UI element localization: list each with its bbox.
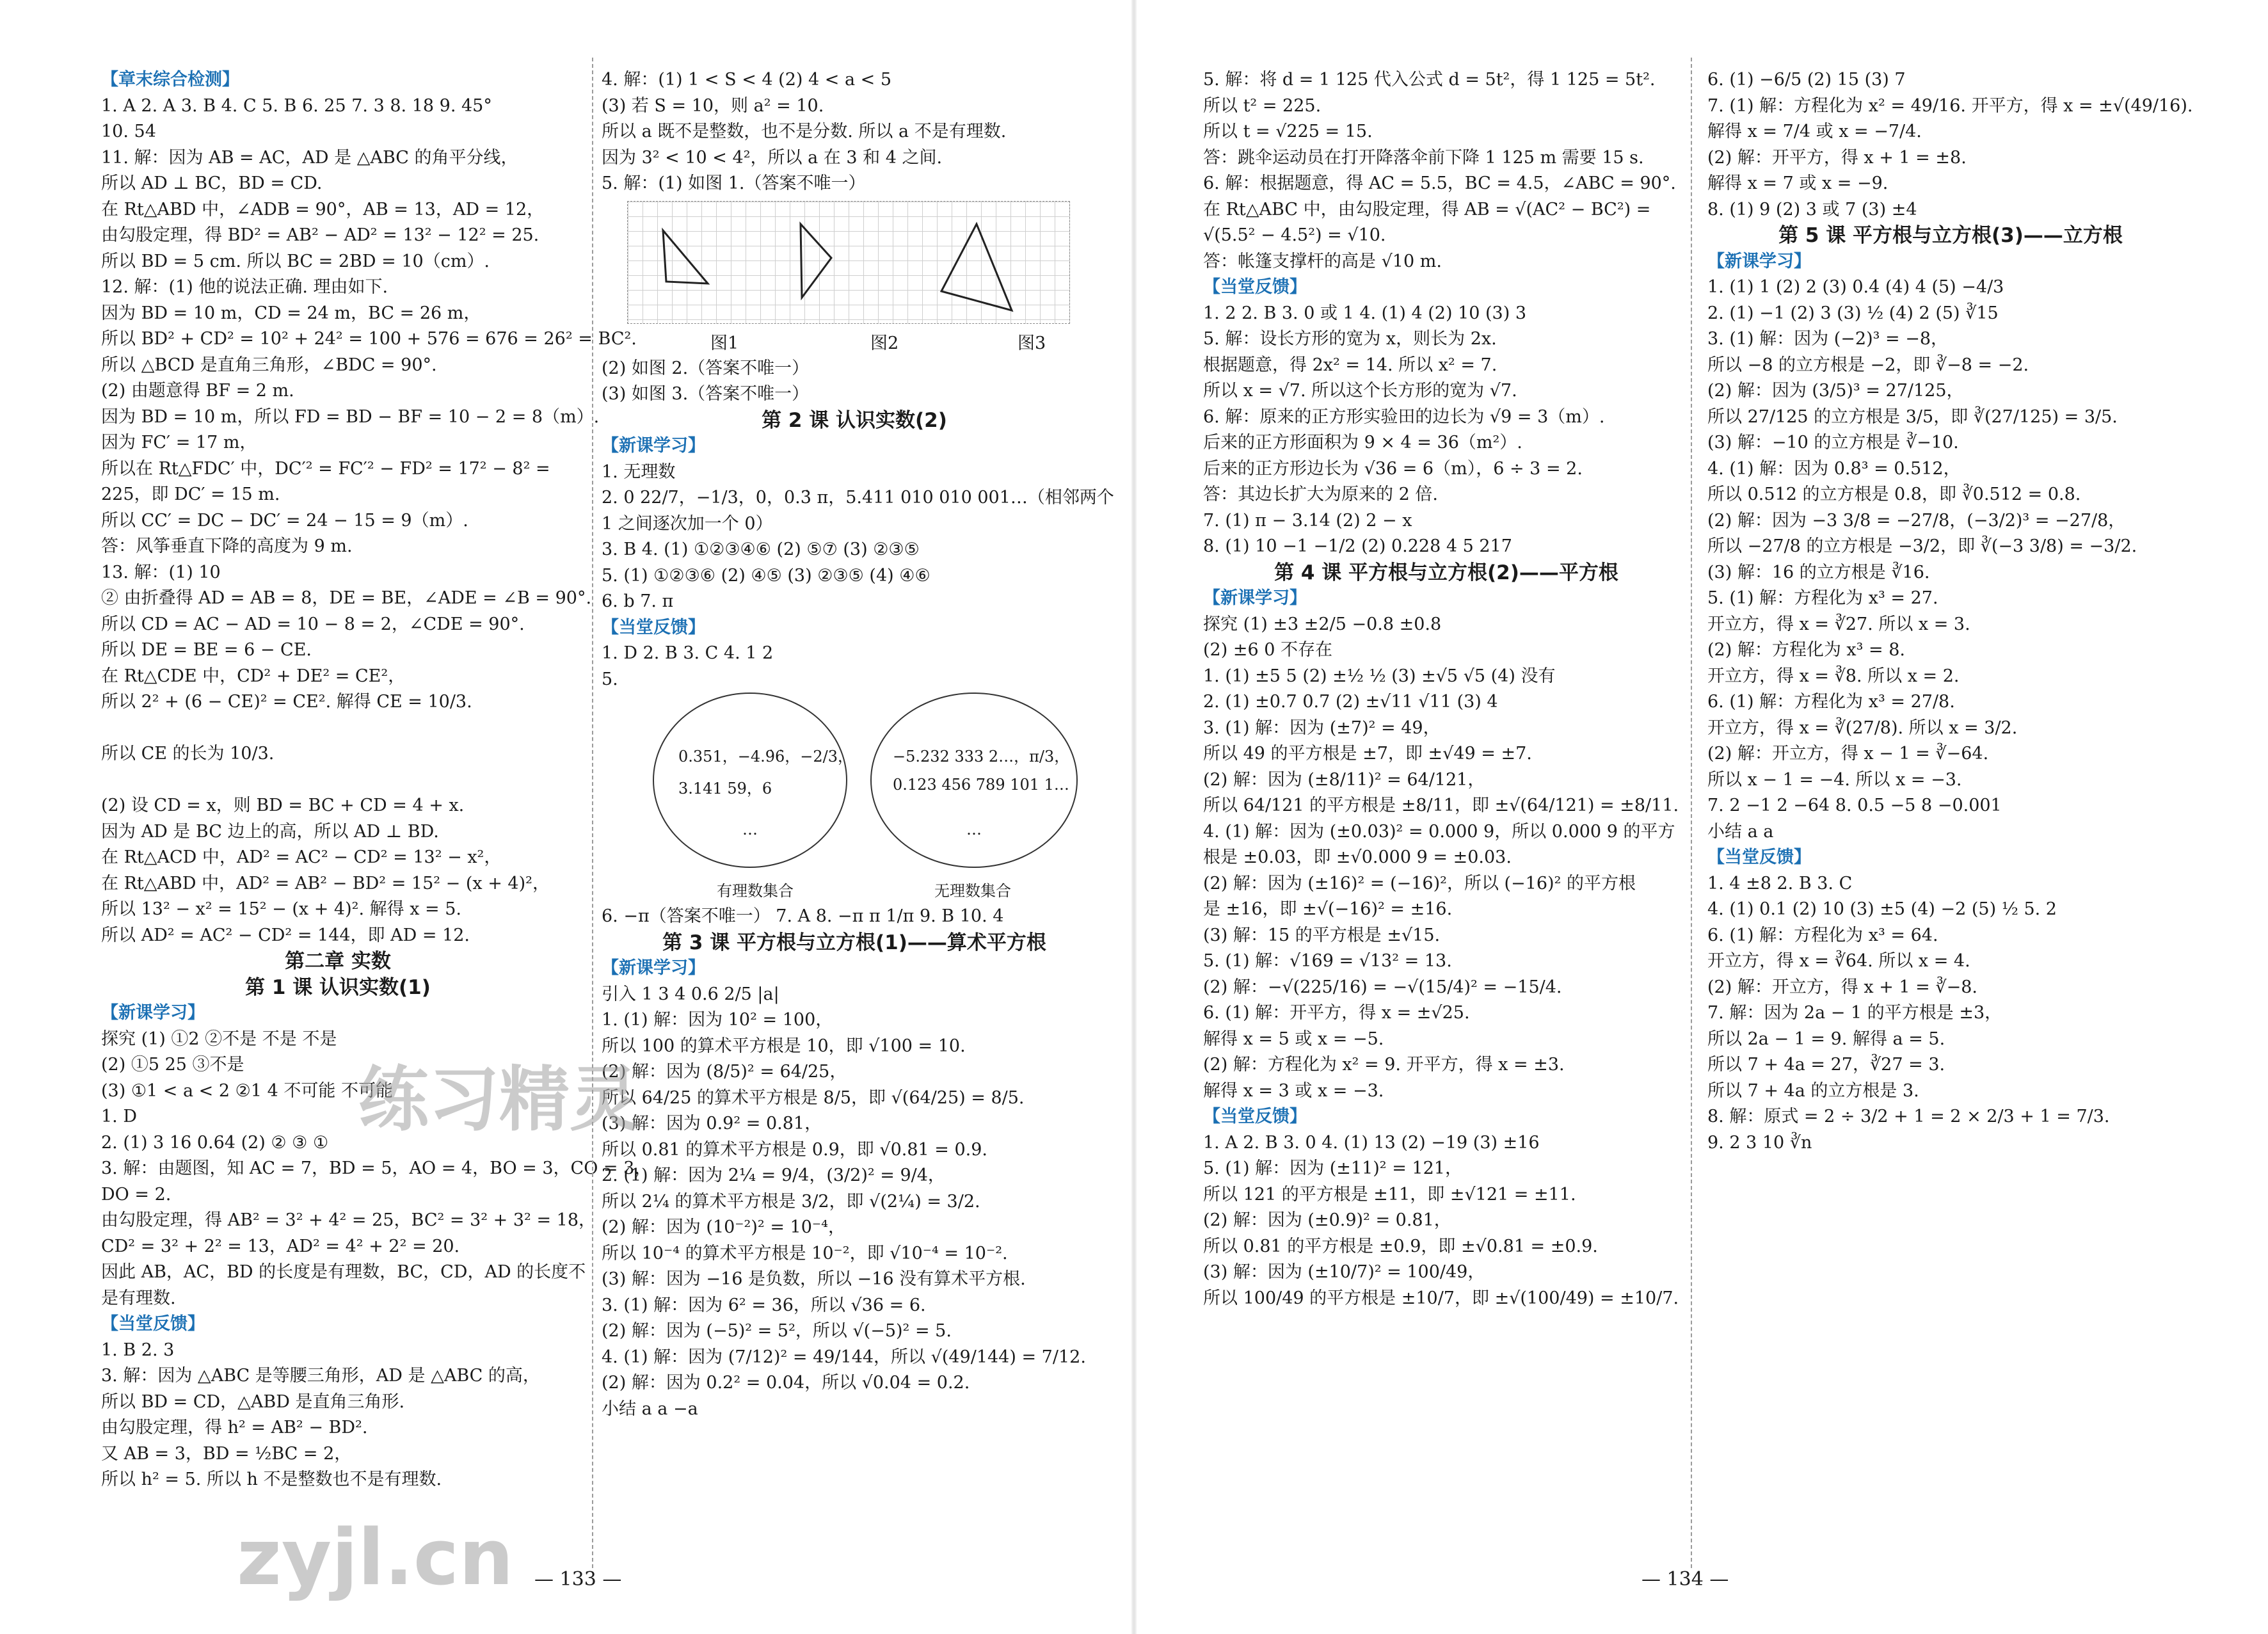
- text-line: 所以 2² + (6 − CE)² = CE². 解得 CE = 10/3.: [101, 692, 472, 712]
- triangles-svg: [628, 202, 1069, 323]
- text-line: 开立方，得 x = ∛8. 所以 x = 2.: [1707, 666, 1960, 686]
- text-line: 因为 FC′ = 17 m，: [101, 433, 257, 453]
- text-line: 6. (1) 解：开平方，得 x = ±√25.: [1203, 1003, 1470, 1023]
- text-line: 12. 解：(1) 他的说法正确. 理由如下.: [101, 277, 388, 297]
- text-line: 由勾股定理，得 h² = AB² − BD².: [101, 1418, 368, 1438]
- text-line: 所以 BD = 5 cm. 所以 BC = 2BD = 10（cm）.: [101, 251, 490, 271]
- text-line: 小结 a a: [1707, 821, 1774, 842]
- text-line: 又 AB = 3，BD = ½BC = 2，: [101, 1443, 352, 1464]
- column-2-middle: [602, 356, 1114, 693]
- text-line: 【当堂反馈】: [1203, 277, 1307, 297]
- figure-label-3: 图3: [1018, 333, 1046, 353]
- text-line: (2) 解：因为 (−5)² = 5²，所以 √(−5)² = 5.: [602, 1321, 952, 1341]
- text-line: 3. 解：由题图，知 AC = 7，BD = 5，AO = 4，BO = 3，CO = 3，: [101, 1158, 652, 1178]
- text-line: 第 5 课 平方根与立方根(3)——立方根: [1778, 224, 2123, 247]
- text-line: 答：帐篷支撑杆的高是 √10 m.: [1203, 251, 1442, 271]
- text-line: 第 3 课 平方根与立方根(1)——算术平方根: [662, 931, 1046, 954]
- text-line: 1. D: [101, 1107, 137, 1126]
- text-line: 7. (1) π − 3.14 (2) 2 − x: [1203, 510, 1412, 531]
- text-line: (2) 如图 2.（答案不唯一）: [602, 358, 810, 378]
- text-line: 答：其边长扩大为原来的 2 倍.: [1203, 485, 1438, 504]
- text-line: 7. 解：因为 2a − 1 的平方根是 ±3，: [1707, 1003, 2002, 1023]
- triangle-1: [663, 230, 708, 284]
- text-line: (3) 解：因为 −16 是负数，所以 −16 没有算术平方根.: [602, 1269, 1026, 1289]
- watermark-url: zyjl.cn: [237, 1514, 514, 1603]
- text-line: 6. (1) −6/5 (2) 15 (3) 7: [1707, 70, 1906, 90]
- text-line: 在 Rt△ABD 中，AD² = AB² − BD² = 15² − (x + 4)²，: [101, 873, 550, 893]
- text-line: 5. (1) ①②③⑥ (2) ④⑤ (3) ②③⑤ (4) ④⑥: [602, 565, 930, 586]
- rational-items-2: 3.141 59，6: [678, 780, 772, 797]
- text-line: 由勾股定理，得 AB² = 3² + 4² = 25，BC² = 3² + 3² = 18，: [101, 1210, 596, 1230]
- column-3: [1203, 67, 1689, 1311]
- text-line: 所以 △BCD 是直角三角形，∠BDC = 90°.: [101, 355, 437, 375]
- text-line: (3) 解：因为 (±10/7)² = 100/49，: [1203, 1262, 1485, 1282]
- figure-labels: [627, 324, 1069, 356]
- text-line: 13. 解：(1) 10: [101, 562, 221, 582]
- text-line: 因为 BD = 10 m，所以 FD = BD − BF = 10 − 2 = 8（m）.: [101, 406, 600, 427]
- text-line: 第二章 实数: [285, 950, 391, 973]
- text-line: 根据题意，得 2x² = 14. 所以 x² = 7.: [1203, 355, 1497, 375]
- text-line: 因为 3² < 10 < 4²，所以 a 在 3 和 4 之间.: [602, 147, 943, 168]
- text-line: 8. (1) 10 −1 −1/2 (2) 0.228 4 5 217: [1203, 536, 1512, 556]
- text-line: 4. (1) 解：因为 0.8³ = 0.512，: [1707, 458, 1961, 479]
- text-line: 【章末综合检测】: [101, 70, 239, 90]
- text-line: (2) 解：因为 (±0.9)² = 0.81，: [1203, 1210, 1451, 1230]
- text-line: (2) 解：开平方，得 x + 1 = ±8.: [1707, 147, 1967, 168]
- text-line: 1. A 2. B 3. 0 4. (1) 13 (2) −19 (3) ±16: [1203, 1132, 1540, 1153]
- text-line: 小结 a a −a: [602, 1398, 698, 1419]
- text-line: 5. (1) 解：方程化为 x³ = 27.: [1707, 588, 1938, 608]
- text-line: 6. 解：原来的正方形实验田的边长为 √9 = 3（m）.: [1203, 406, 1605, 427]
- text-line: 答：风筝垂直下降的高度为 9 m.: [101, 536, 353, 556]
- text-line: 5.: [602, 669, 618, 689]
- text-line: 所以 AD ⊥ BC，BD = CD.: [101, 173, 323, 193]
- text-line: 3. (1) 解：因为 (−2)³ = −8，: [1707, 329, 1949, 349]
- text-line: 1. (1) ±5 5 (2) ±½ ½ (3) ±√5 √5 (4) 没有: [1203, 666, 1556, 686]
- text-line: 所以 a 既不是整数，也不是分数. 所以 a 不是有理数.: [602, 122, 1007, 141]
- text-line: 由勾股定理，得 BD² = AB² − AD² = 13² − 12² = 25.: [101, 225, 539, 245]
- triangle-3: [941, 224, 1012, 310]
- text-line: (3) 若 S = 10，则 a² = 10.: [602, 95, 824, 116]
- text-line: 所以 BD² + CD² = 10² + 24² = 100 + 576 = 676 = 26² = BC².: [101, 329, 637, 349]
- text-line: 1 之间逐次加一个 0）: [602, 513, 773, 534]
- text-line: 因此 AB，AC，BD 的长度是有理数，BC，CD，AD 的长度不: [101, 1262, 586, 1282]
- text-line: [101, 716, 575, 742]
- page-number-right: — 134 —: [1641, 1568, 1729, 1590]
- figure-label-1: 图1: [710, 333, 739, 353]
- text-line: 所以 7 + 4a 的立方根是 3.: [1707, 1080, 1919, 1101]
- text-line: 1. 无理数: [602, 461, 676, 482]
- text-line: (2) 解：方程化为 x² = 9. 开平方，得 x = ±3.: [1203, 1055, 1565, 1075]
- text-line: (3) 解：16 的立方根是 ∛16.: [1707, 562, 1930, 582]
- text-line: 225，即 DC′ = 15 m.: [101, 485, 280, 504]
- text-line: 所以 100 的算术平方根是 10，即 √100 = 10.: [602, 1036, 966, 1056]
- text-line: (2) 解：方程化为 x³ = 8.: [1707, 640, 1906, 660]
- text-line: (2) 由题意得 BF = 2 m.: [101, 381, 294, 401]
- irrational-items-2: 0.123 456 789 101 1…: [893, 776, 1069, 794]
- text-line: ② 由折叠得 AD = AB = 8，DE = BE，∠ADE = ∠B = 90°.: [101, 588, 592, 608]
- text-line: 后来的正方形边长为 √36 = 6（m），6 ÷ 3 = 2.: [1203, 458, 1583, 479]
- text-line: (2) ±6 0 不存在: [1203, 640, 1332, 660]
- text-line: 是 ±16，即 ±√(−16)² = ±16.: [1203, 899, 1453, 919]
- page-number-left: — 133 —: [534, 1568, 622, 1590]
- text-line: 4. 解：(1) 1 < S < 4 (2) 4 < a < 5: [602, 70, 892, 90]
- text-line: 5. (1) 解：√169 = √13² = 13.: [1203, 951, 1452, 971]
- text-line: (3) 如图 3.（答案不唯一）: [602, 384, 810, 404]
- text-line: 因为 BD = 10 m，CD = 24 m，BC = 26 m，: [101, 303, 481, 323]
- number-sets-diagram: [627, 693, 1107, 904]
- irrational-set-label: 无理数集合: [934, 882, 1011, 900]
- irrational-items-3: …: [966, 821, 982, 838]
- text-line: 探究 (1) ±3 ±2/5 −0.8 ±0.8: [1203, 614, 1442, 634]
- text-line: (2) ①5 25 ③不是: [101, 1055, 244, 1075]
- text-line: 后来的正方形面积为 9 × 4 = 36（m²）.: [1203, 433, 1522, 453]
- text-line: 【当堂反馈】: [602, 617, 705, 637]
- text-line: (2) 解：因为 (10⁻²)² = 10⁻⁴，: [602, 1217, 845, 1237]
- text-line: (2) 解：−√(225/16) = −√(15/4)² = −15/4.: [1203, 977, 1562, 997]
- text-line: 3. 解：因为 △ABC 是等腰三角形，AD 是 △ABC 的高，: [101, 1366, 540, 1386]
- text-line: 1. A 2. A 3. B 4. C 5. B 6. 25 7. 3 8. 18 9. 45°: [101, 95, 492, 116]
- text-line: 6. (1) 解：方程化为 x³ = 27/8.: [1707, 692, 1955, 712]
- text-line: (3) 解：15 的平方根是 ±√15.: [1203, 925, 1441, 945]
- text-line: 所以 t = √225 = 15.: [1203, 122, 1373, 141]
- text-line: 10. 54: [101, 122, 156, 141]
- column-2-bottom: [602, 904, 1107, 1422]
- column-divider: [592, 58, 593, 1568]
- text-line: 所以 121 的平方根是 ±11，即 ±√121 = ±11.: [1203, 1184, 1576, 1205]
- column-2-top: [602, 67, 1107, 197]
- text-line: 是有理数.: [101, 1288, 176, 1308]
- text-line: 11. 解：因为 AB = AC，AD 是 △ABC 的角平分线，: [101, 147, 518, 168]
- text-line: 【当堂反馈】: [1707, 847, 1811, 867]
- text-line: 所以 64/25 的算术平方根是 8/5，即 √(64/25) = 8/5.: [602, 1087, 1025, 1108]
- text-line: 4. (1) 解：因为 (7/12)² = 49/144，所以 √(49/144) = 7/12.: [602, 1347, 1086, 1367]
- column-divider-2: [1691, 58, 1692, 1568]
- text-line: 1. D 2. B 3. C 4. 1 2: [602, 643, 774, 663]
- text-line: 所以 x = √7. 所以这个长方形的宽为 √7.: [1203, 381, 1517, 401]
- text-line: 所以 13² − x² = 15² − (x + 4)². 解得 x = 5.: [101, 899, 461, 919]
- triangle-2: [801, 224, 831, 298]
- text-line: 在 Rt△ABD 中，∠ADB = 90°，AB = 13，AD = 12，: [101, 199, 545, 220]
- text-line: 【新课学习】: [602, 436, 705, 456]
- text-line: 2. 0 22/7，−1/3，0，0.3̇ π，5.411 010 010 001…（相邻两个: [602, 488, 1114, 508]
- text-line: 所以 10⁻⁴ 的算术平方根是 10⁻²，即 √10⁻⁴ = 10⁻².: [602, 1243, 1008, 1263]
- text-line: CD² = 3² + 2² = 13，AD² = 4² + 2² = 20.: [101, 1236, 460, 1256]
- text-line: 2. (1) 3 16 0.64 (2) ② ③ ①: [101, 1132, 329, 1153]
- page-fold: [1131, 0, 1137, 1634]
- text-line: 所以 −8 的立方根是 −2，即 ∛−8 = −2.: [1707, 355, 2029, 375]
- text-line: 5. 解：(1) 如图 1.（答案不唯一）: [602, 173, 866, 193]
- text-line: 根是 ±0.03，即 ±√0.000 9 = ±0.03.: [1203, 847, 1512, 867]
- text-line: 所以 CE 的长为 10/3.: [101, 744, 275, 764]
- text-line: 2. (1) −1 (2) 3 (3) ½ (4) 2 (5) ∛15: [1707, 303, 1999, 323]
- text-line: (3) ①1 < a < 2 ②1 4 不可能 不可能: [101, 1080, 393, 1101]
- text-line: 所以在 Rt△FDC′ 中，DC′² = FC′² − FD² = 17² − 8² =: [101, 458, 550, 479]
- irrational-items-1: −5.232 333 2…，π/3，: [893, 748, 1070, 765]
- text-line: 4. (1) 0.1 (2) 10 (3) ±5 (4) −2 (5) ½ 5. 2: [1707, 899, 2057, 919]
- text-line: 【新课学习】: [602, 958, 705, 978]
- text-line: 【当堂反馈】: [101, 1314, 205, 1334]
- text-line: 8. 解：原式 = 2 ÷ 3/2 + 1 = 2 × 2/3 + 1 = 7/3.: [1707, 1107, 2110, 1126]
- text-line: 3. (1) 解：因为 6² = 36，所以 √36 = 6.: [602, 1295, 926, 1315]
- text-line: (2) 解：开立方，得 x + 1 = ∛−8.: [1707, 977, 1977, 997]
- text-line: 6. 解：根据题意，得 AC = 5.5，BC = 4.5，∠ABC = 90°.: [1203, 173, 1676, 193]
- text-line: 所以 0.81 的平方根是 ±0.9，即 ±√0.81 = ±0.9.: [1203, 1236, 1598, 1256]
- text-line: (2) 解：因为 −3 3/8 = −27/8，(−3/2)³ = −27/8，: [1707, 510, 2126, 531]
- text-line: 第 2 课 认识实数(2): [762, 408, 947, 432]
- text-line: 探究 (1) ①2 ②不是 不是 不是: [101, 1029, 337, 1049]
- text-line: 第 1 课 认识实数(1): [245, 975, 431, 999]
- column-2: [602, 67, 1114, 1422]
- text-line: 【新课学习】: [101, 1003, 205, 1023]
- text-line: 在 Rt△ACD 中，AD² = AC² − CD² = 13² − x²，: [101, 847, 502, 867]
- text-line: 1. (1) 1 (2) 2 (3) 0.4 (4) 4 (5) −4/3: [1707, 277, 2004, 297]
- text-line: 3. B 4. (1) ①②③④⑥ (2) ⑤⑦ (3) ②③⑤: [602, 540, 920, 559]
- text-line: 5. 解：将 d = 1 125 代入公式 d = 5t²，得 1 125 = 5t².: [1203, 70, 1656, 90]
- text-line: 所以 49 的平方根是 ±7，即 ±√49 = ±7.: [1203, 744, 1532, 764]
- text-line: 所以 CC′ = DC − DC′ = 24 − 15 = 9（m）.: [101, 510, 468, 531]
- text-line: 【新课学习】: [1203, 588, 1307, 608]
- text-line: (3) 解：因为 0.9² = 0.81，: [602, 1114, 822, 1133]
- text-line: 所以 CD = AC − AD = 10 − 8 = 2，∠CDE = 90°.: [101, 614, 525, 634]
- text-line: 因为 AD 是 BC 边上的高，所以 AD ⊥ BD.: [101, 821, 439, 842]
- text-line: 【新课学习】: [1707, 251, 1811, 271]
- text-line: 所以 h² = 5. 所以 h 不是整数也不是有理数.: [101, 1470, 442, 1489]
- text-line: [101, 767, 575, 794]
- figure-label-2: 图2: [870, 333, 899, 353]
- text-line: 所以 BD = CD，△ABD 是直角三角形.: [101, 1391, 405, 1412]
- text-line: (3) 解：−10 的立方根是 ∛−10.: [1707, 433, 1959, 453]
- text-line: 6. −π（答案不唯一） 7. A 8. −π π 1/π 9. B 10. 4: [602, 906, 1004, 926]
- text-line: 开立方，得 x = ∛64. 所以 x = 4.: [1707, 951, 1970, 971]
- text-line: 1. B 2. 3: [101, 1340, 175, 1360]
- text-line: (2) 解：因为 (3/5)³ = 27/125，: [1707, 381, 1964, 401]
- text-line: 所以 7 + 4a = 27，∛27 = 3.: [1707, 1055, 1945, 1075]
- text-line: (2) 设 CD = x，则 BD = BC + CD = 4 + x.: [101, 796, 465, 815]
- text-line: 所以 2¼ 的算术平方根是 3/2，即 √(2¼) = 3/2.: [602, 1191, 980, 1212]
- text-line: 6. b 7. π: [602, 591, 674, 611]
- text-line: 在 Rt△ABC 中，由勾股定理，得 AB = √(AC² − BC²) =: [1203, 199, 1651, 220]
- text-line: 解得 x = 5 或 x = −5.: [1203, 1029, 1384, 1049]
- column-4: [1707, 67, 2194, 1156]
- text-line: (2) 解：因为 0.2² = 0.04，所以 √0.04 = 0.2.: [602, 1373, 970, 1393]
- text-line: √(5.5² − 4.5²) = √10.: [1203, 225, 1386, 245]
- text-line: 第 4 课 平方根与立方根(2)——平方根: [1274, 561, 1618, 584]
- rational-items-1: 0.351，−4.9̇6̇，−2/3，: [678, 748, 853, 765]
- text-line: 5. (1) 解：因为 (±11)² = 121，: [1203, 1158, 1462, 1178]
- text-line: 开立方，得 x = ∛27. 所以 x = 3.: [1707, 614, 1970, 634]
- text-line: 在 Rt△CDE 中，CD² + DE² = CE²，: [101, 666, 406, 686]
- text-line: 所以 DE = BE = 6 − CE.: [101, 640, 312, 660]
- text-line: 答：跳伞运动员在打开降落伞前下降 1 125 m 需要 15 s.: [1203, 147, 1644, 168]
- text-line: 6. (1) 解：方程化为 x³ = 64.: [1707, 925, 1938, 945]
- text-line: 所以 t² = 225.: [1203, 95, 1322, 116]
- text-line: 所以 100/49 的平方根是 ±10/7，即 ±√(100/49) = ±10/7.: [1203, 1288, 1679, 1308]
- text-line: DO = 2.: [101, 1184, 172, 1205]
- text-line: 5. 解：设长方形的宽为 x，则长为 2x.: [1203, 329, 1497, 349]
- text-line: 所以 −27/8 的立方根是 −3/2，即 ∛(−3 3/8) = −3/2.: [1707, 536, 2137, 556]
- text-line: (2) 解：因为 (±8/11)² = 64/121，: [1203, 769, 1485, 790]
- text-line: 所以 0.512 的立方根是 0.8，即 ∛0.512 = 0.8.: [1707, 485, 2081, 504]
- text-line: 3. (1) 解：因为 (±7)² = 49，: [1203, 717, 1441, 738]
- watermark-text: 练习精灵: [358, 1059, 640, 1141]
- text-line: (2) 解：因为 (±16)² = (−16)²，所以 (−16)² 的平方根: [1203, 873, 1636, 893]
- text-line: 8. (1) 9 (2) 3 或 7 (3) ±4: [1707, 199, 1917, 220]
- text-line: 所以 27/125 的立方根是 3/5，即 ∛(27/125) = 3/5.: [1707, 406, 2118, 427]
- rational-set-label: 有理数集合: [717, 882, 794, 900]
- text-line: 1. 2 2. B 3. 0 或 1 4. (1) 4 (2) 10 (3) 3: [1203, 303, 1527, 323]
- text-line: 9. 2 3 10 ∛n: [1707, 1132, 1812, 1153]
- text-line: 解得 x = 7/4 或 x = −7/4.: [1707, 122, 1922, 141]
- text-line: 所以 AD² = AC² − CD² = 144，即 AD = 12.: [101, 925, 470, 945]
- rational-items-3: …: [742, 821, 758, 838]
- text-line: (2) 解：因为 (8/5)² = 64/25，: [602, 1062, 847, 1082]
- text-line: 所以 64/121 的平方根是 ±8/11，即 ±√(64/121) = ±8/11.: [1203, 796, 1679, 815]
- text-line: 所以 x − 1 = −4. 所以 x = −3.: [1707, 769, 1962, 790]
- triangle-figures: [627, 201, 1070, 324]
- text-line: (2) 解：开立方，得 x − 1 = ∛−64.: [1707, 744, 1989, 764]
- text-line: 解得 x = 7 或 x = −9.: [1707, 173, 1889, 193]
- text-line: 所以 2a − 1 = 9. 解得 a = 5.: [1707, 1029, 1945, 1049]
- text-line: 开立方，得 x = ∛(27/8). 所以 x = 3/2.: [1707, 717, 2018, 738]
- text-line: 4. (1) 解：因为 (±0.03)² = 0.000 9，所以 0.000 9 的平方: [1203, 821, 1675, 842]
- text-line: 解得 x = 3 或 x = −3.: [1203, 1080, 1384, 1101]
- text-line: 7. (1) 解：方程化为 x² = 49/16. 开平方，得 x = ±√(49/16).: [1707, 95, 2193, 116]
- text-line: 7. 2 −1 2 −64 8. 0.5 −5 8 −0.001: [1707, 796, 2002, 815]
- text-line: 1. 4 ±8 2. B 3. C: [1707, 873, 1853, 893]
- text-line: 引入 1 3 4 0.6 2/5 |a|: [602, 984, 779, 1004]
- text-line: 1. (1) 解：因为 10² = 100，: [602, 1010, 833, 1030]
- text-line: 【当堂反馈】: [1203, 1107, 1307, 1126]
- text-line: 2. (1) 解：因为 2¼ = 9/4，(3/2)² = 9/4，: [602, 1165, 945, 1185]
- text-line: 2. (1) ±0.7 0.7 (2) ±√11 √11 (3) 4: [1203, 692, 1498, 712]
- text-line: 所以 0.81 的算术平方根是 0.9，即 √0.81 = 0.9.: [602, 1139, 988, 1160]
